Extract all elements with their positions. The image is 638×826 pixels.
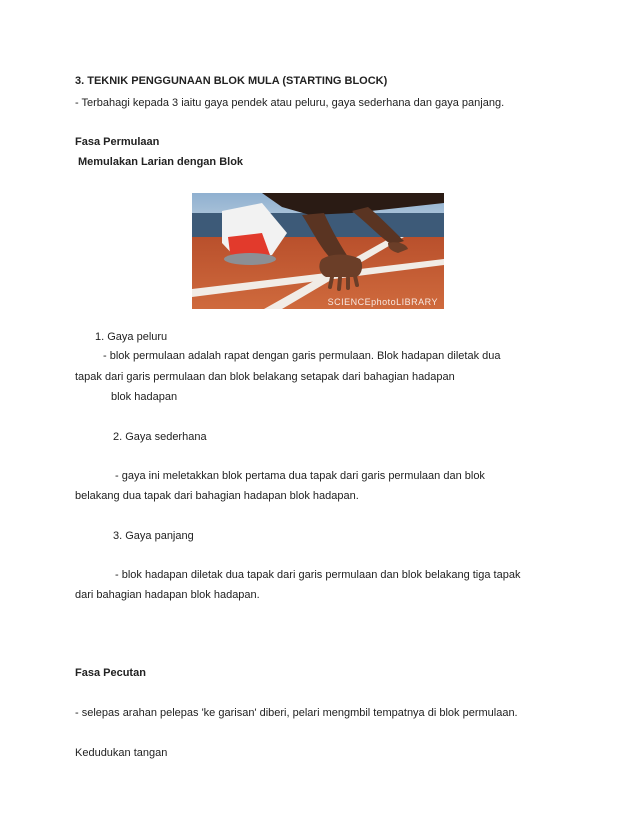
- section-title-kedudukan-tangan: Kedudukan tangan: [75, 747, 168, 759]
- list-item-2-label: 2. Gaya sederhana: [113, 431, 207, 443]
- list-item-3-text-line1: - blok hadapan diletak dua tapak dari garis permulaan dan blok belakang tiga tapak: [115, 569, 521, 581]
- list-item-1-text-line3: blok hadapan: [111, 391, 178, 403]
- list-item-1-text-line2: tapak dari garis permulaan dan blok belakang setapak dari bahagian hadapan: [75, 371, 455, 383]
- photo-illustration: [192, 193, 444, 309]
- list-item-2-text-line1: - gaya ini meletakkan blok pertama dua tapak dari garis permulaan dan blok: [115, 470, 485, 482]
- starting-block-photo: [192, 193, 444, 309]
- list-item-1-text-line1: - blok permulaan adalah rapat dengan garis permulaan. Blok hadapan diletak dua: [103, 350, 501, 362]
- section-title-fasa-permulaan: Fasa Permulaan: [75, 136, 160, 148]
- photo-watermark: SCIENCEphotoLIBRARY: [327, 297, 438, 307]
- page-heading: 3. TEKNIK PENGGUNAAN BLOK MULA (STARTING BLOCK): [75, 75, 388, 87]
- list-item-3-text-line2: dari bahagian hadapan blok hadapan.: [75, 589, 260, 601]
- list-item-3-label: 3. Gaya panjang: [113, 530, 194, 542]
- list-item-2-text-line2: belakang dua tapak dari bahagian hadapan blok hadapan.: [75, 490, 359, 502]
- section-title-fasa-pecutan: Fasa Pecutan: [75, 667, 146, 679]
- list-item-1-label: 1. Gaya peluru: [95, 331, 168, 343]
- section-pecutan-text: - selepas arahan pelepas 'ke garisan' diberi, pelari mengmbil tempatnya di blok permulaan.: [75, 707, 518, 719]
- intro-text: - Terbahagi kepada 3 iaitu gaya pendek atau peluru, gaya sederhana dan gaya panjang.: [75, 97, 505, 109]
- section-subtitle: Memulakan Larian dengan Blok: [78, 156, 244, 168]
